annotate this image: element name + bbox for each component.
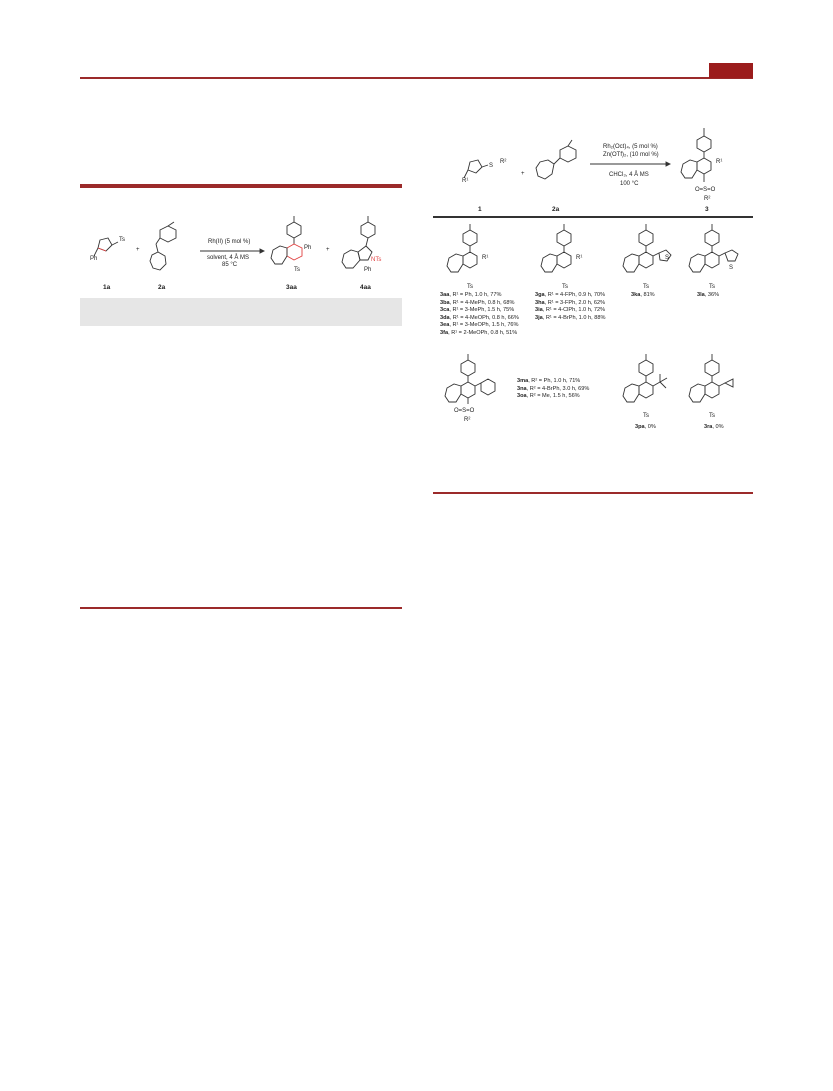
sulfonyl-label-1: S: [489, 163, 494, 169]
structure-generic-col1: [440, 222, 496, 282]
compound-conditions: , R¹ = 3-MePh, 1.5 h, 75%: [449, 307, 515, 314]
r2-label-row2: R²: [464, 417, 471, 423]
nts-label-4aa: NTs: [371, 257, 382, 263]
ts-label-3aa: Ts: [294, 267, 300, 273]
entry-3ra: 3ra, 0%: [704, 424, 724, 430]
compound-id: 3aa: [440, 292, 450, 298]
compound-conditions: , R¹ = 3-FPh, 2.0 h, 62%: [544, 299, 606, 306]
structure-generic-col2: [534, 222, 590, 282]
r1-label-3: R¹: [716, 159, 723, 165]
col1-entry: [440, 315, 519, 323]
ph-label-1a: Ph: [90, 256, 98, 262]
label-1: 1: [478, 206, 482, 213]
compound-id: 3oa: [517, 393, 527, 400]
compound-id: 3na: [517, 385, 527, 392]
structure-3ra: [684, 352, 746, 412]
s-label-3ka: S: [665, 255, 670, 261]
label-4aa: 4aa: [360, 284, 371, 291]
col2-entry: [535, 292, 605, 300]
header-rule: [80, 77, 753, 79]
r2-label-1: R²: [500, 159, 507, 165]
so-label-row2: O=S=O: [454, 408, 475, 414]
compound-conditions: , R¹ = Ph, 1.0 h, 77%: [449, 292, 502, 298]
compound-id: 3ja: [535, 314, 543, 321]
r1-label-col2: R¹: [576, 255, 583, 261]
ph-label-3aa: Ph: [304, 245, 312, 251]
compound-id: 3ma: [517, 378, 529, 384]
ts-label-3ka: Ts: [643, 284, 649, 290]
structure-3la: [684, 222, 746, 282]
col2-entry: [535, 315, 605, 323]
plus-sign-right: +: [521, 171, 525, 177]
ts-label-1a: Ts: [119, 237, 125, 243]
section-rule-left: [80, 607, 402, 609]
label-3aa: 3aa: [286, 284, 297, 291]
condition-temperature-right: 100 °C: [620, 181, 639, 187]
compound-id: 3da: [440, 314, 450, 321]
ts-label-3la: Ts: [709, 284, 715, 290]
condition-zn-additive: Zn(OTf)₂, (10 mol %): [603, 152, 659, 158]
compound-id: 3ba: [440, 299, 450, 306]
structure-generic-sulfonyl: [440, 352, 504, 412]
r2-label-3: R²: [704, 196, 711, 202]
ph-label-4aa: Ph: [364, 267, 372, 273]
entry-3la: 3la, 36%: [697, 292, 720, 298]
label-2a: 2a: [158, 284, 166, 291]
entry-3ka: 3ka, 81%: [631, 292, 655, 298]
condition-catalyst: Rh(II) (5 mol %): [208, 239, 251, 245]
ts-label-3ra: Ts: [709, 413, 715, 419]
compound-conditions: , R¹ = 4-ClPh, 1.0 h, 72%: [542, 307, 606, 314]
label-1a: 1a: [103, 284, 111, 291]
compound-id: 3ia: [535, 307, 543, 314]
scheme-title-bar: [80, 184, 402, 188]
structure-3pa: [618, 352, 680, 412]
col2-list: [535, 292, 605, 322]
compound-conditions: , R¹ = 2-MeOPh, 0.8 h, 51%: [448, 329, 518, 336]
compound-conditions: , R² = Ph, 1.0 h, 71%: [528, 378, 581, 384]
condition-temperature: 85 °C: [222, 262, 238, 268]
compound-id: 3ga: [535, 292, 545, 298]
col1-list: [440, 292, 519, 338]
r1-label-col1: R¹: [482, 255, 489, 261]
ts-label-3pa: Ts: [643, 413, 649, 419]
col2-entry: [535, 300, 605, 308]
condition-rh-catalyst: Rh₂(Oct)₄, (5 mol %): [603, 144, 658, 150]
compound-id: 3ea: [440, 322, 450, 329]
compound-conditions: , R¹ = 4-MeOPh, 0.8 h, 66%: [449, 314, 519, 321]
ts-label-col1: Ts: [467, 284, 473, 290]
col1-entry: [440, 322, 519, 330]
page-number-tab: [709, 63, 753, 78]
compound-id: 3fa: [440, 329, 449, 336]
row2-entry: [517, 393, 589, 401]
r1-label-1: R¹: [462, 178, 469, 184]
row2-entry: [517, 386, 589, 394]
s-label-3la: S: [729, 265, 734, 271]
table-rule: [433, 216, 753, 218]
row2-entry: [517, 378, 589, 386]
col1-entry: [440, 330, 519, 338]
condition-solvent: solvent, 4 Å MS: [207, 255, 250, 261]
compound-conditions: , R² = Me, 1.5 h, 56%: [526, 393, 580, 400]
col1-entry: [440, 300, 519, 308]
compound-conditions: , R¹ = 3-MeOPh, 1.5 h, 76%: [449, 322, 519, 329]
compound-conditions: , R¹ = 4-FPh, 0.9 h, 70%: [544, 292, 606, 298]
label-3: 3: [705, 206, 709, 213]
structure-3ka: [618, 222, 680, 282]
compound-conditions: , R¹ = 4-BrPh, 1.0 h, 88%: [542, 314, 606, 321]
structure-2a: [150, 222, 186, 274]
col1-entry: [440, 307, 519, 315]
plus-sign: +: [136, 247, 140, 253]
compound-conditions: , R² = 4-BrPh, 3.0 h, 69%: [526, 385, 590, 392]
section-rule-right: [433, 492, 753, 494]
col1-entry: [440, 292, 519, 300]
entry-3pa: 3pa, 0%: [635, 424, 656, 430]
condition-solvent-right: CHCl₃, 4 Å MS: [609, 172, 649, 178]
table-header-band: [80, 298, 402, 326]
compound-id: 3ca: [440, 307, 450, 314]
compound-conditions: , R¹ = 4-MePh, 0.8 h, 68%: [449, 299, 515, 306]
structure-1: [460, 150, 520, 190]
compound-id: 3ha: [535, 299, 545, 306]
ts-label-col2: Ts: [562, 284, 568, 290]
row2-list: [517, 378, 589, 401]
plus-sign-2: +: [326, 247, 330, 253]
label-2a-right: 2a: [552, 206, 560, 213]
reaction-arrow-right: [590, 161, 670, 167]
col2-entry: [535, 307, 605, 315]
structure-2a-right: [534, 138, 584, 190]
so-label-3: O=S=O: [695, 187, 716, 193]
